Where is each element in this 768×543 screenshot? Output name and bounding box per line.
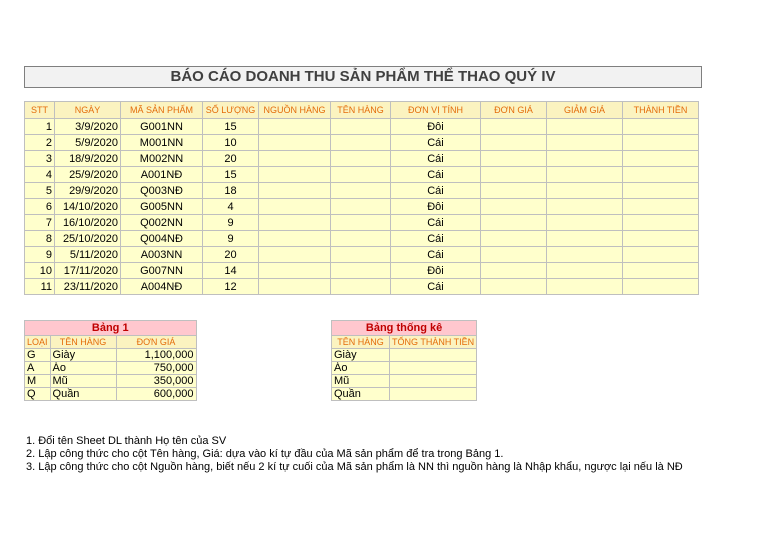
cell-discount[interactable] bbox=[547, 167, 623, 183]
table-row bbox=[25, 199, 699, 215]
cell-quantity[interactable]: 10 bbox=[203, 135, 259, 151]
cell-product-code[interactable]: Q002NN bbox=[121, 215, 203, 231]
table-row bbox=[25, 151, 699, 167]
cell-total[interactable] bbox=[623, 183, 699, 199]
bang2-row bbox=[332, 349, 477, 362]
cell-quantity[interactable]: 9 bbox=[203, 215, 259, 231]
bang2-name[interactable]: Quần bbox=[332, 388, 390, 401]
cell-source[interactable] bbox=[259, 135, 331, 151]
cell-unit[interactable]: Đôi bbox=[391, 119, 481, 135]
cell-total[interactable] bbox=[623, 199, 699, 215]
cell-unit[interactable]: Cái bbox=[391, 135, 481, 151]
cell-total[interactable] bbox=[623, 263, 699, 279]
cell-discount[interactable] bbox=[547, 135, 623, 151]
cell-date[interactable]: 14/10/2020 bbox=[55, 199, 121, 215]
cell-source[interactable] bbox=[259, 183, 331, 199]
bang2-total[interactable] bbox=[390, 349, 477, 362]
cell-product-code[interactable]: G001NN bbox=[121, 119, 203, 135]
table-row bbox=[25, 231, 699, 247]
column-header: TÊN HÀNG bbox=[331, 102, 391, 119]
bang1-row bbox=[25, 388, 197, 401]
column-header: NGÀY bbox=[55, 102, 121, 119]
cell-unit-price[interactable] bbox=[481, 215, 547, 231]
bang2-row bbox=[332, 375, 477, 388]
cell-date[interactable]: 3/9/2020 bbox=[55, 119, 121, 135]
cell-unit-price[interactable] bbox=[481, 183, 547, 199]
cell-quantity[interactable]: 15 bbox=[203, 167, 259, 183]
bang2-column-header: TỔNG THÀNH TIỀN bbox=[390, 336, 477, 349]
bang2-row bbox=[332, 388, 477, 401]
cell-quantity[interactable]: 12 bbox=[203, 279, 259, 295]
cell-product-name[interactable] bbox=[331, 151, 391, 167]
cell-total[interactable] bbox=[623, 231, 699, 247]
cell-product-name[interactable] bbox=[331, 263, 391, 279]
cell-date[interactable]: 5/11/2020 bbox=[55, 247, 121, 263]
cell-stt[interactable]: 1 bbox=[25, 119, 55, 135]
cell-product-code[interactable]: M002NN bbox=[121, 151, 203, 167]
bang1-price[interactable]: 1,100,000 bbox=[116, 349, 196, 362]
cell-quantity[interactable]: 15 bbox=[203, 119, 259, 135]
cell-product-code[interactable]: A004NĐ bbox=[121, 279, 203, 295]
bang2-header-row bbox=[332, 336, 477, 349]
bang1-type[interactable]: A bbox=[25, 362, 51, 375]
cell-quantity[interactable]: 9 bbox=[203, 231, 259, 247]
bang1-name[interactable]: Giày bbox=[50, 349, 116, 362]
bang1-price[interactable]: 350,000 bbox=[116, 375, 196, 388]
cell-total[interactable] bbox=[623, 247, 699, 263]
cell-unit[interactable]: Cái bbox=[391, 279, 481, 295]
cell-product-name[interactable] bbox=[331, 231, 391, 247]
bang1-table bbox=[24, 320, 197, 401]
bang1-column-header: LOẠI bbox=[25, 336, 51, 349]
cell-quantity[interactable]: 14 bbox=[203, 263, 259, 279]
cell-product-code[interactable]: G007NN bbox=[121, 263, 203, 279]
cell-discount[interactable] bbox=[547, 279, 623, 295]
cell-source[interactable] bbox=[259, 199, 331, 215]
cell-unit[interactable]: Cái bbox=[391, 215, 481, 231]
cell-product-code[interactable]: Q003NĐ bbox=[121, 183, 203, 199]
report-title: BÁO CÁO DOANH THU SẢN PHẨM THỂ THAO QUÝ IV bbox=[24, 66, 702, 88]
column-header: NGUỒN HÀNG bbox=[259, 102, 331, 119]
cell-product-name[interactable] bbox=[331, 119, 391, 135]
cell-unit-price[interactable] bbox=[481, 167, 547, 183]
cell-total[interactable] bbox=[623, 119, 699, 135]
column-header: GIẢM GIÁ bbox=[547, 102, 623, 119]
cell-source[interactable] bbox=[259, 151, 331, 167]
table-header-row bbox=[25, 102, 699, 119]
cell-source[interactable] bbox=[259, 263, 331, 279]
cell-stt[interactable]: 4 bbox=[25, 167, 55, 183]
cell-source[interactable] bbox=[259, 279, 331, 295]
bang2-total[interactable] bbox=[390, 362, 477, 375]
bang-thong-ke-table bbox=[331, 320, 477, 401]
cell-unit-price[interactable] bbox=[481, 263, 547, 279]
bang1-type[interactable]: M bbox=[25, 375, 51, 388]
cell-unit-price[interactable] bbox=[481, 199, 547, 215]
cell-date[interactable]: 29/9/2020 bbox=[55, 183, 121, 199]
cell-unit-price[interactable] bbox=[481, 119, 547, 135]
cell-quantity[interactable]: 20 bbox=[203, 151, 259, 167]
cell-quantity[interactable]: 4 bbox=[203, 199, 259, 215]
table-row bbox=[25, 263, 699, 279]
cell-unit[interactable]: Cái bbox=[391, 151, 481, 167]
cell-total[interactable] bbox=[623, 279, 699, 295]
column-header: SỐ LƯỢNG bbox=[203, 102, 259, 119]
cell-date[interactable]: 25/10/2020 bbox=[55, 231, 121, 247]
bang2-title: Bảng thống kê bbox=[332, 321, 477, 336]
cell-date[interactable]: 16/10/2020 bbox=[55, 215, 121, 231]
cell-date[interactable]: 17/11/2020 bbox=[55, 263, 121, 279]
cell-discount[interactable] bbox=[547, 183, 623, 199]
cell-stt[interactable]: 5 bbox=[25, 183, 55, 199]
cell-product-name[interactable] bbox=[331, 199, 391, 215]
cell-quantity[interactable]: 20 bbox=[203, 247, 259, 263]
cell-date[interactable]: 18/9/2020 bbox=[55, 151, 121, 167]
cell-source[interactable] bbox=[259, 231, 331, 247]
bang2-total[interactable] bbox=[390, 375, 477, 388]
table-row bbox=[25, 215, 699, 231]
cell-stt[interactable]: 6 bbox=[25, 199, 55, 215]
bang2-name[interactable]: Giày bbox=[332, 349, 390, 362]
cell-total[interactable] bbox=[623, 151, 699, 167]
bang1-name[interactable]: Áo bbox=[50, 362, 116, 375]
cell-unit[interactable]: Cái bbox=[391, 231, 481, 247]
cell-product-name[interactable] bbox=[331, 167, 391, 183]
cell-stt[interactable]: 11 bbox=[25, 279, 55, 295]
cell-product-code[interactable]: A001NĐ bbox=[121, 167, 203, 183]
cell-stt[interactable]: 2 bbox=[25, 135, 55, 151]
cell-discount[interactable] bbox=[547, 263, 623, 279]
bang2-total[interactable] bbox=[390, 388, 477, 401]
cell-product-code[interactable]: Q004NĐ bbox=[121, 231, 203, 247]
bang1-row bbox=[25, 362, 197, 375]
cell-product-code[interactable]: G005NN bbox=[121, 199, 203, 215]
cell-stt[interactable]: 8 bbox=[25, 231, 55, 247]
note-2: 2. Lập công thức cho cột Tên hàng, Giá: dựa vào kí tự đầu của Mã sản phẩm để tra trong Bảng 1. bbox=[26, 448, 504, 460]
bang1-name[interactable]: Mũ bbox=[50, 375, 116, 388]
cell-date[interactable]: 25/9/2020 bbox=[55, 167, 121, 183]
cell-unit-price[interactable] bbox=[481, 279, 547, 295]
cell-discount[interactable] bbox=[547, 119, 623, 135]
cell-stt[interactable]: 10 bbox=[25, 263, 55, 279]
cell-unit[interactable]: Đôi bbox=[391, 263, 481, 279]
bang1-price[interactable]: 750,000 bbox=[116, 362, 196, 375]
cell-product-name[interactable] bbox=[331, 215, 391, 231]
cell-discount[interactable] bbox=[547, 215, 623, 231]
cell-quantity[interactable]: 18 bbox=[203, 183, 259, 199]
bang1-row bbox=[25, 349, 197, 362]
column-header: ĐƠN GIÁ bbox=[481, 102, 547, 119]
table-row bbox=[25, 167, 699, 183]
table-row bbox=[25, 183, 699, 199]
table-row bbox=[25, 279, 699, 295]
bang1-name[interactable]: Quần bbox=[50, 388, 116, 401]
bang2-name[interactable]: Áo bbox=[332, 362, 390, 375]
table-row bbox=[25, 135, 699, 151]
note-3: 3. Lập công thức cho cột Nguồn hàng, biết nếu 2 kí tự cuối của Mã sản phẩm là NN thì nguồn hàng là Nhập khẩu, ngược lại nếu là NĐ bbox=[26, 461, 683, 473]
bang2-name[interactable]: Mũ bbox=[332, 375, 390, 388]
cell-source[interactable] bbox=[259, 247, 331, 263]
cell-discount[interactable] bbox=[547, 151, 623, 167]
bang1-column-header: TÊN HÀNG bbox=[50, 336, 116, 349]
bang1-price[interactable]: 600,000 bbox=[116, 388, 196, 401]
cell-date[interactable]: 23/11/2020 bbox=[55, 279, 121, 295]
table-row bbox=[25, 247, 699, 263]
cell-product-name[interactable] bbox=[331, 247, 391, 263]
bang1-type[interactable]: Q bbox=[25, 388, 51, 401]
cell-total[interactable] bbox=[623, 215, 699, 231]
cell-unit[interactable]: Cái bbox=[391, 247, 481, 263]
note-1: 1. Đổi tên Sheet DL thành Họ tên của SV bbox=[26, 435, 227, 447]
cell-date[interactable]: 5/9/2020 bbox=[55, 135, 121, 151]
cell-stt[interactable]: 3 bbox=[25, 151, 55, 167]
bang1-title: Bảng 1 bbox=[25, 321, 197, 336]
cell-product-code[interactable]: M001NN bbox=[121, 135, 203, 151]
cell-unit-price[interactable] bbox=[481, 151, 547, 167]
cell-discount[interactable] bbox=[547, 247, 623, 263]
cell-product-name[interactable] bbox=[331, 279, 391, 295]
column-header: STT bbox=[25, 102, 55, 119]
column-header: ĐƠN VỊ TÍNH bbox=[391, 102, 481, 119]
cell-unit[interactable]: Cái bbox=[391, 183, 481, 199]
cell-stt[interactable]: 9 bbox=[25, 247, 55, 263]
cell-source[interactable] bbox=[259, 167, 331, 183]
cell-unit[interactable]: Đôi bbox=[391, 199, 481, 215]
cell-product-name[interactable] bbox=[331, 183, 391, 199]
column-header: MÃ SẢN PHẨM bbox=[121, 102, 203, 119]
cell-product-name[interactable] bbox=[331, 135, 391, 151]
cell-source[interactable] bbox=[259, 215, 331, 231]
cell-discount[interactable] bbox=[547, 199, 623, 215]
bang2-row bbox=[332, 362, 477, 375]
bang1-column-header: ĐƠN GIÁ bbox=[116, 336, 196, 349]
column-header: THÀNH TIỀN bbox=[623, 102, 699, 119]
bang2-column-header: TÊN HÀNG bbox=[332, 336, 390, 349]
cell-total[interactable] bbox=[623, 167, 699, 183]
sales-table bbox=[24, 101, 699, 295]
cell-unit-price[interactable] bbox=[481, 135, 547, 151]
cell-unit-price[interactable] bbox=[481, 247, 547, 263]
instructions bbox=[26, 435, 683, 474]
cell-stt[interactable]: 7 bbox=[25, 215, 55, 231]
bang1-type[interactable]: G bbox=[25, 349, 51, 362]
bang1-row bbox=[25, 375, 197, 388]
table-row bbox=[25, 119, 699, 135]
cell-discount[interactable] bbox=[547, 231, 623, 247]
bang1-header-row bbox=[25, 336, 197, 349]
cell-product-code[interactable]: A003NN bbox=[121, 247, 203, 263]
cell-source[interactable] bbox=[259, 119, 331, 135]
cell-total[interactable] bbox=[623, 135, 699, 151]
cell-unit[interactable]: Cái bbox=[391, 167, 481, 183]
cell-unit-price[interactable] bbox=[481, 231, 547, 247]
